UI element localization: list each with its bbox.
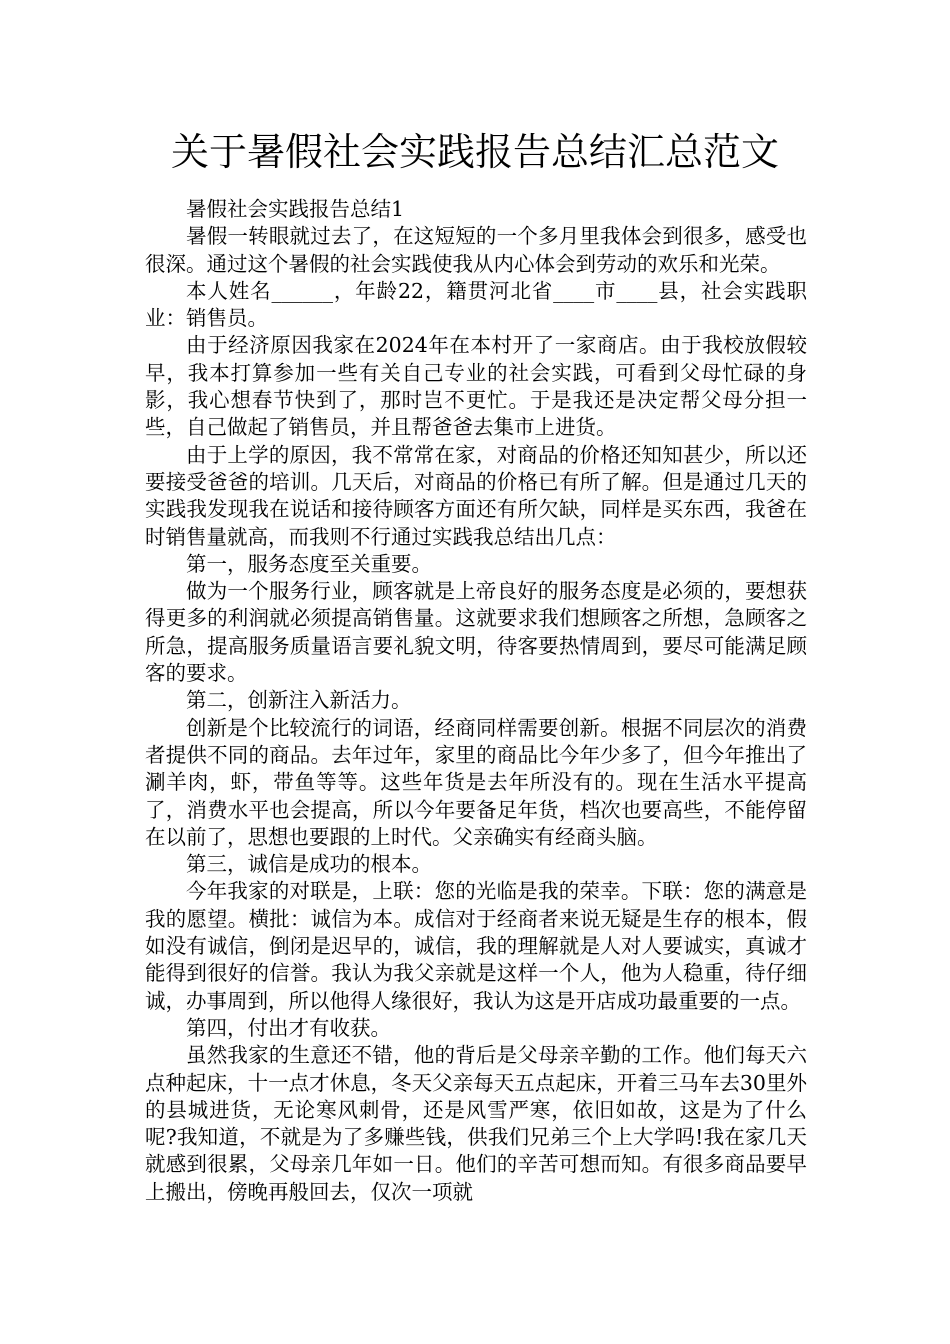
document-body: [145, 196, 807, 1206]
paragraph: 由于经济原因我家在2024年在本村开了一家商店。由于我校放假较早，我本打算参加一些有关自己专业的社会实践，可看到父母忙碌的身影，我心想春节快到了，那时岂不更忙。于是我还是决定帮父母分担一些，自己做起了销售员，并且帮爸爸去集市上进货。: [145, 333, 807, 440]
paragraph: 虽然我家的生意还不错，他的背后是父母亲辛勤的工作。他们每天六点种起床，十一点才休息，冬天父亲每天五点起床，开着三马车去30里外的县城进货，无论寒风刺骨，还是风雪严寒，依旧如故，这是为了什么呢?我知道，不就是为了多赚些钱，供我们兄弟三个上大学吗!我在家几天就感到很累，父母亲几年如一日。他们的辛苦可想而知。有很多商品要早上搬出，傍晚再般回去，仅次一项就: [145, 1043, 807, 1204]
section-heading: 第四，付出才有收获。: [186, 1015, 391, 1040]
section-heading: 第三，诚信是成功的根本。: [186, 852, 432, 877]
paragraph: 今年我家的对联是，上联：您的光临是我的荣幸。下联：您的满意是我的愿望。横批：诚信为本。成信对于经商者来说无疑是生存的根本，假如没有诚信，倒闭是迟早的，诚信，我的理解就是人对人要诚实，真诚才能得到很好的信誉。我认为我父亲就是这样一个人，他为人稳重，待仔细诚，办事周到，所以他得人缘很好，我认为这是开店成功最重要的一点。: [145, 879, 807, 1013]
report-subtitle: 暑假社会实践报告总结1: [186, 197, 405, 221]
section-heading: 第二，创新注入新活力。: [186, 688, 412, 713]
paragraph: 由于上学的原因，我不常常在家，对商品的价格还知知甚少，所以还要接受爸爸的培训。几天后，对商品的价格已有所了解。但是通过几天的实践我发现我在说话和接待顾客方面还有所欠缺，同样是买东西，我爸在时销售量就高，而我则不行通过实践我总结出几点：: [145, 442, 807, 549]
section-heading: 第一，服务态度至关重要。: [186, 551, 432, 576]
document-title: 关于暑假社会实践报告总结汇总范文: [170, 130, 779, 174]
paragraph: 本人姓名______，年龄22，籍贯河北省____市____县，社会实践职业：销售员。: [145, 278, 807, 331]
paragraph: 做为一个服务行业，顾客就是上帝良好的服务态度是必须的，要想获得更多的利润就必须提高销售量。这就要求我们想顾客之所想，急顾客之所急，提高服务质量语言要礼貌文明，待客要热情周到，要尽可能满足顾客的要求。: [145, 579, 807, 686]
paragraph: 暑假一转眼就过去了，在这短短的一个多月里我体会到很多，感受也很深。通过这个暑假的社会实践使我从内心体会到劳动的欢乐和光荣。: [145, 224, 807, 276]
paragraph: 创新是个比较流行的词语，经商同样需要创新。根据不同层次的消费者提供不同的商品。去年过年，家里的商品比今年少多了，但今年推出了涮羊肉，虾，带鱼等等。这些年货是去年所没有的。现在生活水平提高了，消费水平也会提高，所以今年要备足年货，档次也要高些，不能停留在以前了，思想也要跟的上时代。父亲确实有经商头脑。: [145, 715, 807, 849]
